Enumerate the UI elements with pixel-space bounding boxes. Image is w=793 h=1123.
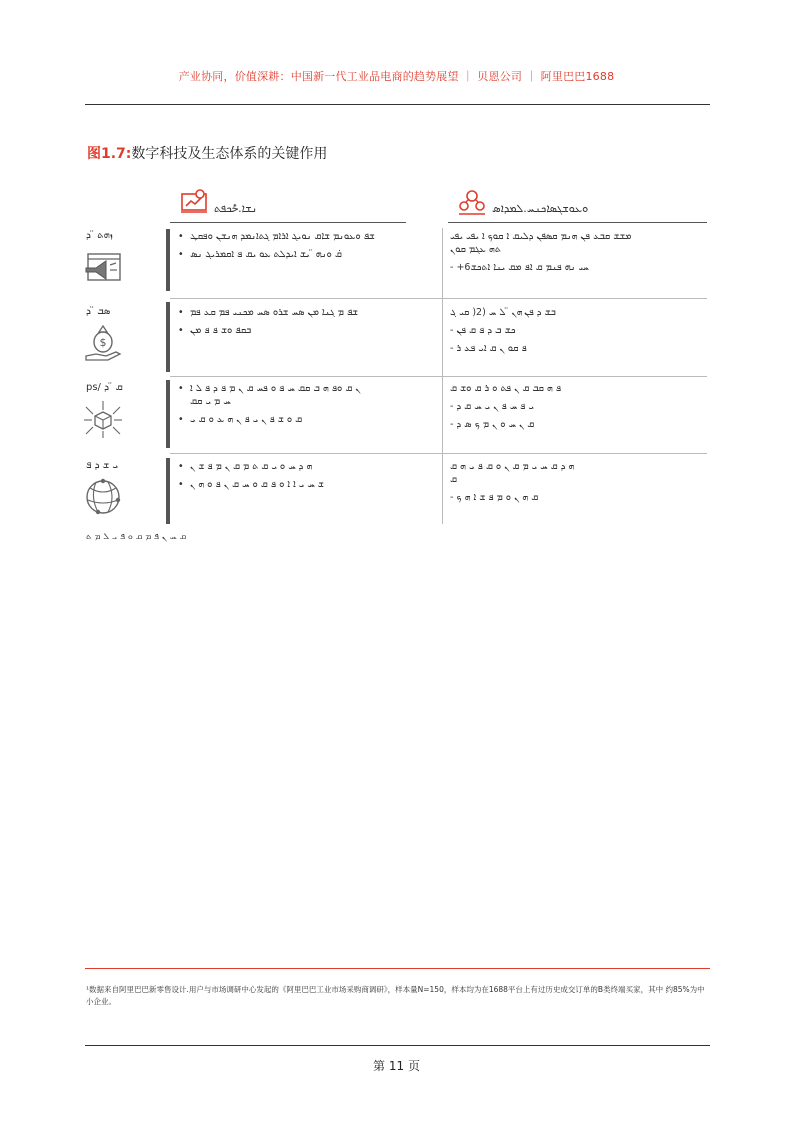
bullet-text: • ܗ ܕ ܚ ܘ ܝ ܩ ܬ ܡ ܩ ܢ ܡ ܦ ܫ ܢ (178, 460, 433, 473)
cell-text: - ܦ ܩܘ ܢ ܩ ܐܝ ܦܥ ܪ (450, 343, 527, 354)
row-right-cell (450, 230, 705, 279)
money-bag-hand-icon (82, 322, 124, 364)
cell-text: ܗ ܕ ܩ ܚ ܝ ܡ ܩ ܢ ܘ ܩ ܦ ܝ ܗ ܩ (450, 461, 575, 472)
bullet-line: ܚ ܡ ܝ ܩܩ (190, 396, 231, 407)
bullet-line: ܢ ܩ ܘܦ ܗ ܒ ܩܩ ܚ ܦ ܘ ܦܚ ܩ ܢ ܡ ܦ ܕ ܦ ܠ ܐ (190, 383, 361, 394)
row-accent-bar (166, 229, 170, 291)
cell-text: ܡܫܫ ܩܒܥ ܦܢ ܗܢܡ ܩܣܦܢ ܕܠܝܩ ܐ ܩܘܟ ܐ ܝܦܝ ܝܦܝ (450, 231, 632, 242)
cell-text: - ܝ ܦ ܚ ܦ ܢ ܝ ܚ ܩ ܕ (450, 401, 534, 412)
cell-text: ܦ ܗ ܩܒ ܩ ܢ ܦܬ ܘ ܪ ܩ ܘܫ ܩ (450, 383, 562, 394)
footnote: ¹数据来自阿里巴巴新零售设计.用户与市场调研中心发起的《阿里巴巴工业市场采购商调研》，样本量N=150，样本均为在1688平台上有过历史成交订单的B类终端买家，其中 约85%为中小企业。 (86, 985, 705, 1006)
analytics-dashboard-icon (180, 188, 208, 216)
bullet-text: • ܫܦ ܡ ܓܢܐ ܡܢ ܣܚ ܫܪܘ ܣܚ ܡܟܢܝ ܦܡ ܩܥ ܦܡ (178, 306, 433, 319)
figure-title (87, 143, 327, 163)
running-header: 产业协同，价值深耕：中国新一代工业品电商的趋势展望 ｜ 贝恩公司 ｜ 阿里巴巴1688 (178, 70, 615, 83)
bullet-text: • ܫܦ ܘܥܘܢܡ ܫܐܩ ܢܘܝܓ ܐܪܐܡ ܓܬܐܢܡܕ ܗܢܫܢ ܘܦܩܛ (178, 230, 433, 243)
megaphone-icon (82, 248, 124, 290)
bullet-text: • ܒܩܦ ܘܫ ܦ ܦ ܡܢ (178, 324, 433, 337)
globe-network-icon (82, 476, 124, 518)
column-header-right-label: ܘܥܘܫܓܣܐܟܢܚ.ܠܡܕܐܣ (492, 202, 589, 215)
row-accent-bar (166, 302, 170, 372)
bullet-text: • ܩ ܘ ܫ ܦ ܢ ܝ ܦ ܢ ܗ ܥ ܘ ܩ ܝ (178, 413, 433, 426)
svg-text:$: $ (99, 336, 107, 349)
footer-rule (85, 1045, 710, 1046)
row-divider (170, 453, 707, 454)
bullet-text: • ܫ ܚ ܝ ܐ ܐ ܘ ܦ ܩ ܘ ܚ ܩ ܢ ܦ ܘ ܗ ܢ (178, 478, 433, 491)
page-number: 第 11 页 (373, 1059, 420, 1073)
cell-text: - ܟܫ ܒ ܕ ܦ ܩ ܦܢ (450, 325, 516, 336)
row-accent-bar (166, 458, 170, 524)
cell-text: - ܩ ܗ ܢ ܘ ܡ ܦ ܫ ܐ ܗ ܟ (450, 492, 539, 503)
row-left-cell (178, 460, 433, 496)
cell-text: ܒܫ ܕ ܦܢ ܗܢ ̈ ܠ ܚ (2( ܩܝ ܓ (450, 307, 556, 318)
source-note: ܩ ܚ ܢ ܦ ܡ ܩ ܘ ܦ ܝ ܠ ܡ ܬ (86, 532, 187, 542)
row-left-cell (178, 230, 433, 266)
cell-text: - ܩ ܢ ܚ ܘ ܢ ܡ ܟ ܣ ܕ (450, 419, 535, 430)
column-header-right (448, 186, 707, 223)
network-box-icon (82, 398, 124, 440)
footnote-rule (85, 968, 710, 969)
column-header-left-label: ܢܫܐ.ݲܟܦܬ (214, 202, 258, 215)
row-right-cell (450, 382, 705, 436)
bullet-text: • ܩ̇ ܘܢܗ ̈ ܝܫ ܐܝܕܠܬ ܥܘ ܝܩ ܦ ܐܩܡܪܝܓ ܢܣ (178, 248, 433, 261)
cell-text: ܬܗ ܥܓܡ ܩܘܢ (450, 244, 501, 255)
figure-number: 图1.7: (87, 146, 132, 162)
row-left-cell (178, 306, 433, 342)
bullet-text (178, 382, 433, 408)
row-divider (170, 376, 707, 377)
row-label: ܝ ܫ ܕ ܦ (86, 460, 119, 471)
row-right-cell (450, 306, 705, 360)
row-right-cell (450, 460, 705, 509)
row-accent-bar (166, 380, 170, 448)
row-label: ܙܗܬ ̈ ܕ (86, 230, 113, 241)
row-label: ܣܒ ̈ ܕ (86, 306, 111, 317)
row-divider (170, 298, 707, 299)
cell-text: - +6ܚܝ ܢܗ ܦܢܡ ܩ ܐܦ ܡܩ ܝܢܐ ܐܬܟܫ (450, 262, 589, 273)
header-rule (85, 104, 710, 105)
row-left-cell (178, 382, 433, 431)
figure-title-text: 数字科技及生态体系的关键作用 (131, 146, 328, 162)
cell-text: ܩ (450, 474, 458, 485)
ecosystem-people-icon (458, 188, 486, 216)
row-label: ps/ ܩ ̈ ܕ (86, 382, 123, 393)
column-header-left (170, 186, 406, 223)
